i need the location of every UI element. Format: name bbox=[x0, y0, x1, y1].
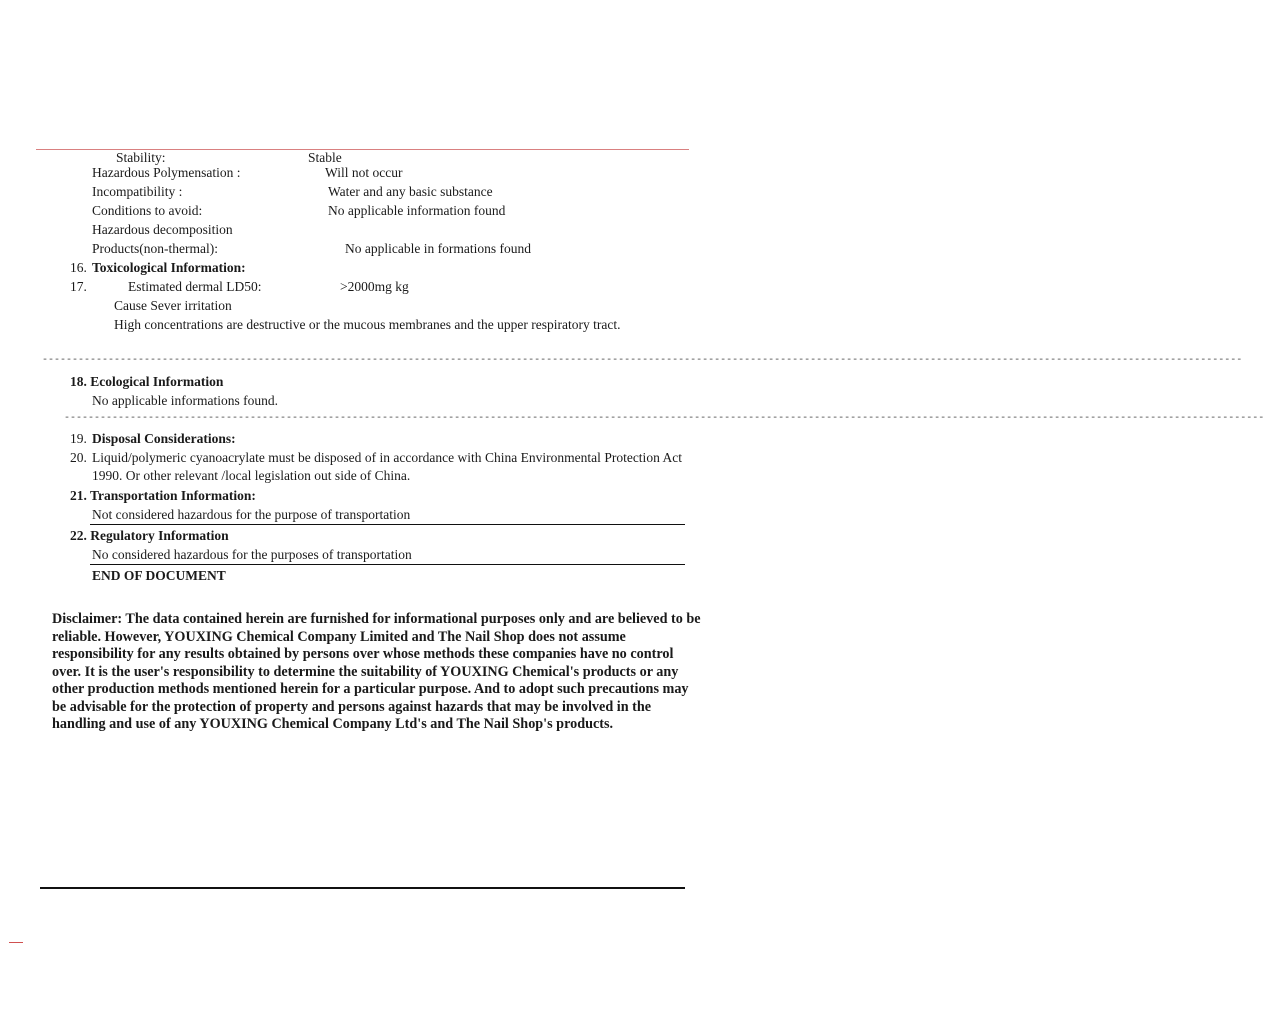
section-20-number: 20. bbox=[70, 450, 87, 465]
disclaimer-paragraph: Disclaimer: The data contained herein are furnished for informational purposes only and are believed to be reliable. However, YOUXING Chemical Company Limited and The Nail Shop does not assume responsibility for any results obtained by persons over whose methods these companies have no control over. It is the user's responsibility to determine the suitability of YOUXING Chemical's products or any other production methods mentioned herein for a particular purpose. And to adopt such precautions may be advisable for the protection of property and persons against hazards that may be involved in the handling and use of any YOUXING Chemical Company Ltd's and The Nail Shop's products. bbox=[52, 611, 701, 732]
section-rule bbox=[90, 564, 685, 565]
concentrations-text: High concentrations are destructive or the mucous membranes and the upper respiratory tract. bbox=[114, 317, 621, 332]
disposal-text: Liquid/polymeric cyanoacrylate must be disposed of in accordance with China Environmental Protection Act 1990. Or other relevant /local legislation out side of China. bbox=[92, 450, 682, 483]
section-19-number: 19. bbox=[70, 431, 87, 446]
section-18-title: 18. Ecological Information bbox=[70, 374, 224, 389]
conditions-value: No applicable information found bbox=[328, 203, 506, 218]
footer-mark bbox=[9, 942, 23, 943]
dashed-separator: -------------------------------------------------------------------------------------------------------------------------------------------------------------------------------------------------------- bbox=[42, 355, 1243, 366]
decomposition-value: No applicable in formations found bbox=[345, 241, 531, 256]
ld50-value: >2000mg kg bbox=[340, 279, 409, 294]
section-22-title: 22. Regulatory Information bbox=[70, 528, 229, 543]
footer-rule bbox=[40, 887, 685, 889]
ld50-label: Estimated dermal LD50: bbox=[128, 279, 262, 294]
section-16-number: 16. bbox=[70, 260, 87, 275]
decomposition-label: Hazardous decomposition bbox=[92, 222, 233, 237]
stability-value: Stable bbox=[308, 150, 342, 165]
incompatibility-label: Incompatibility : bbox=[92, 184, 183, 199]
decomposition-label-2: Products(non-thermal): bbox=[92, 241, 218, 256]
section-16-title: Toxicological Information: bbox=[92, 260, 246, 275]
conditions-label: Conditions to avoid: bbox=[92, 203, 203, 218]
stability-label: Stability: bbox=[116, 150, 166, 165]
section-rule bbox=[90, 524, 685, 525]
section-22-text: No considered hazardous for the purposes of transportation bbox=[92, 547, 412, 562]
dashed-separator: -------------------------------------------------------------------------------------------------------------------------------------------------------------------------------------------------------- bbox=[64, 413, 1264, 424]
section-18-text: No applicable informations found. bbox=[92, 393, 278, 408]
polymerisation-value: Will not occur bbox=[325, 165, 403, 180]
polymerisation-label: Hazardous Polymensation : bbox=[92, 165, 241, 180]
irritation-text: Cause Sever irritation bbox=[114, 298, 232, 313]
end-of-document: END OF DOCUMENT bbox=[92, 568, 226, 583]
section-21-text: Not considered hazardous for the purpose of transportation bbox=[92, 507, 411, 522]
section-19-title: Disposal Considerations: bbox=[92, 431, 236, 446]
incompatibility-value: Water and any basic substance bbox=[328, 184, 493, 199]
section-17-number: 17. bbox=[70, 279, 87, 294]
section-21-title: 21. Transportation Information: bbox=[70, 488, 256, 503]
